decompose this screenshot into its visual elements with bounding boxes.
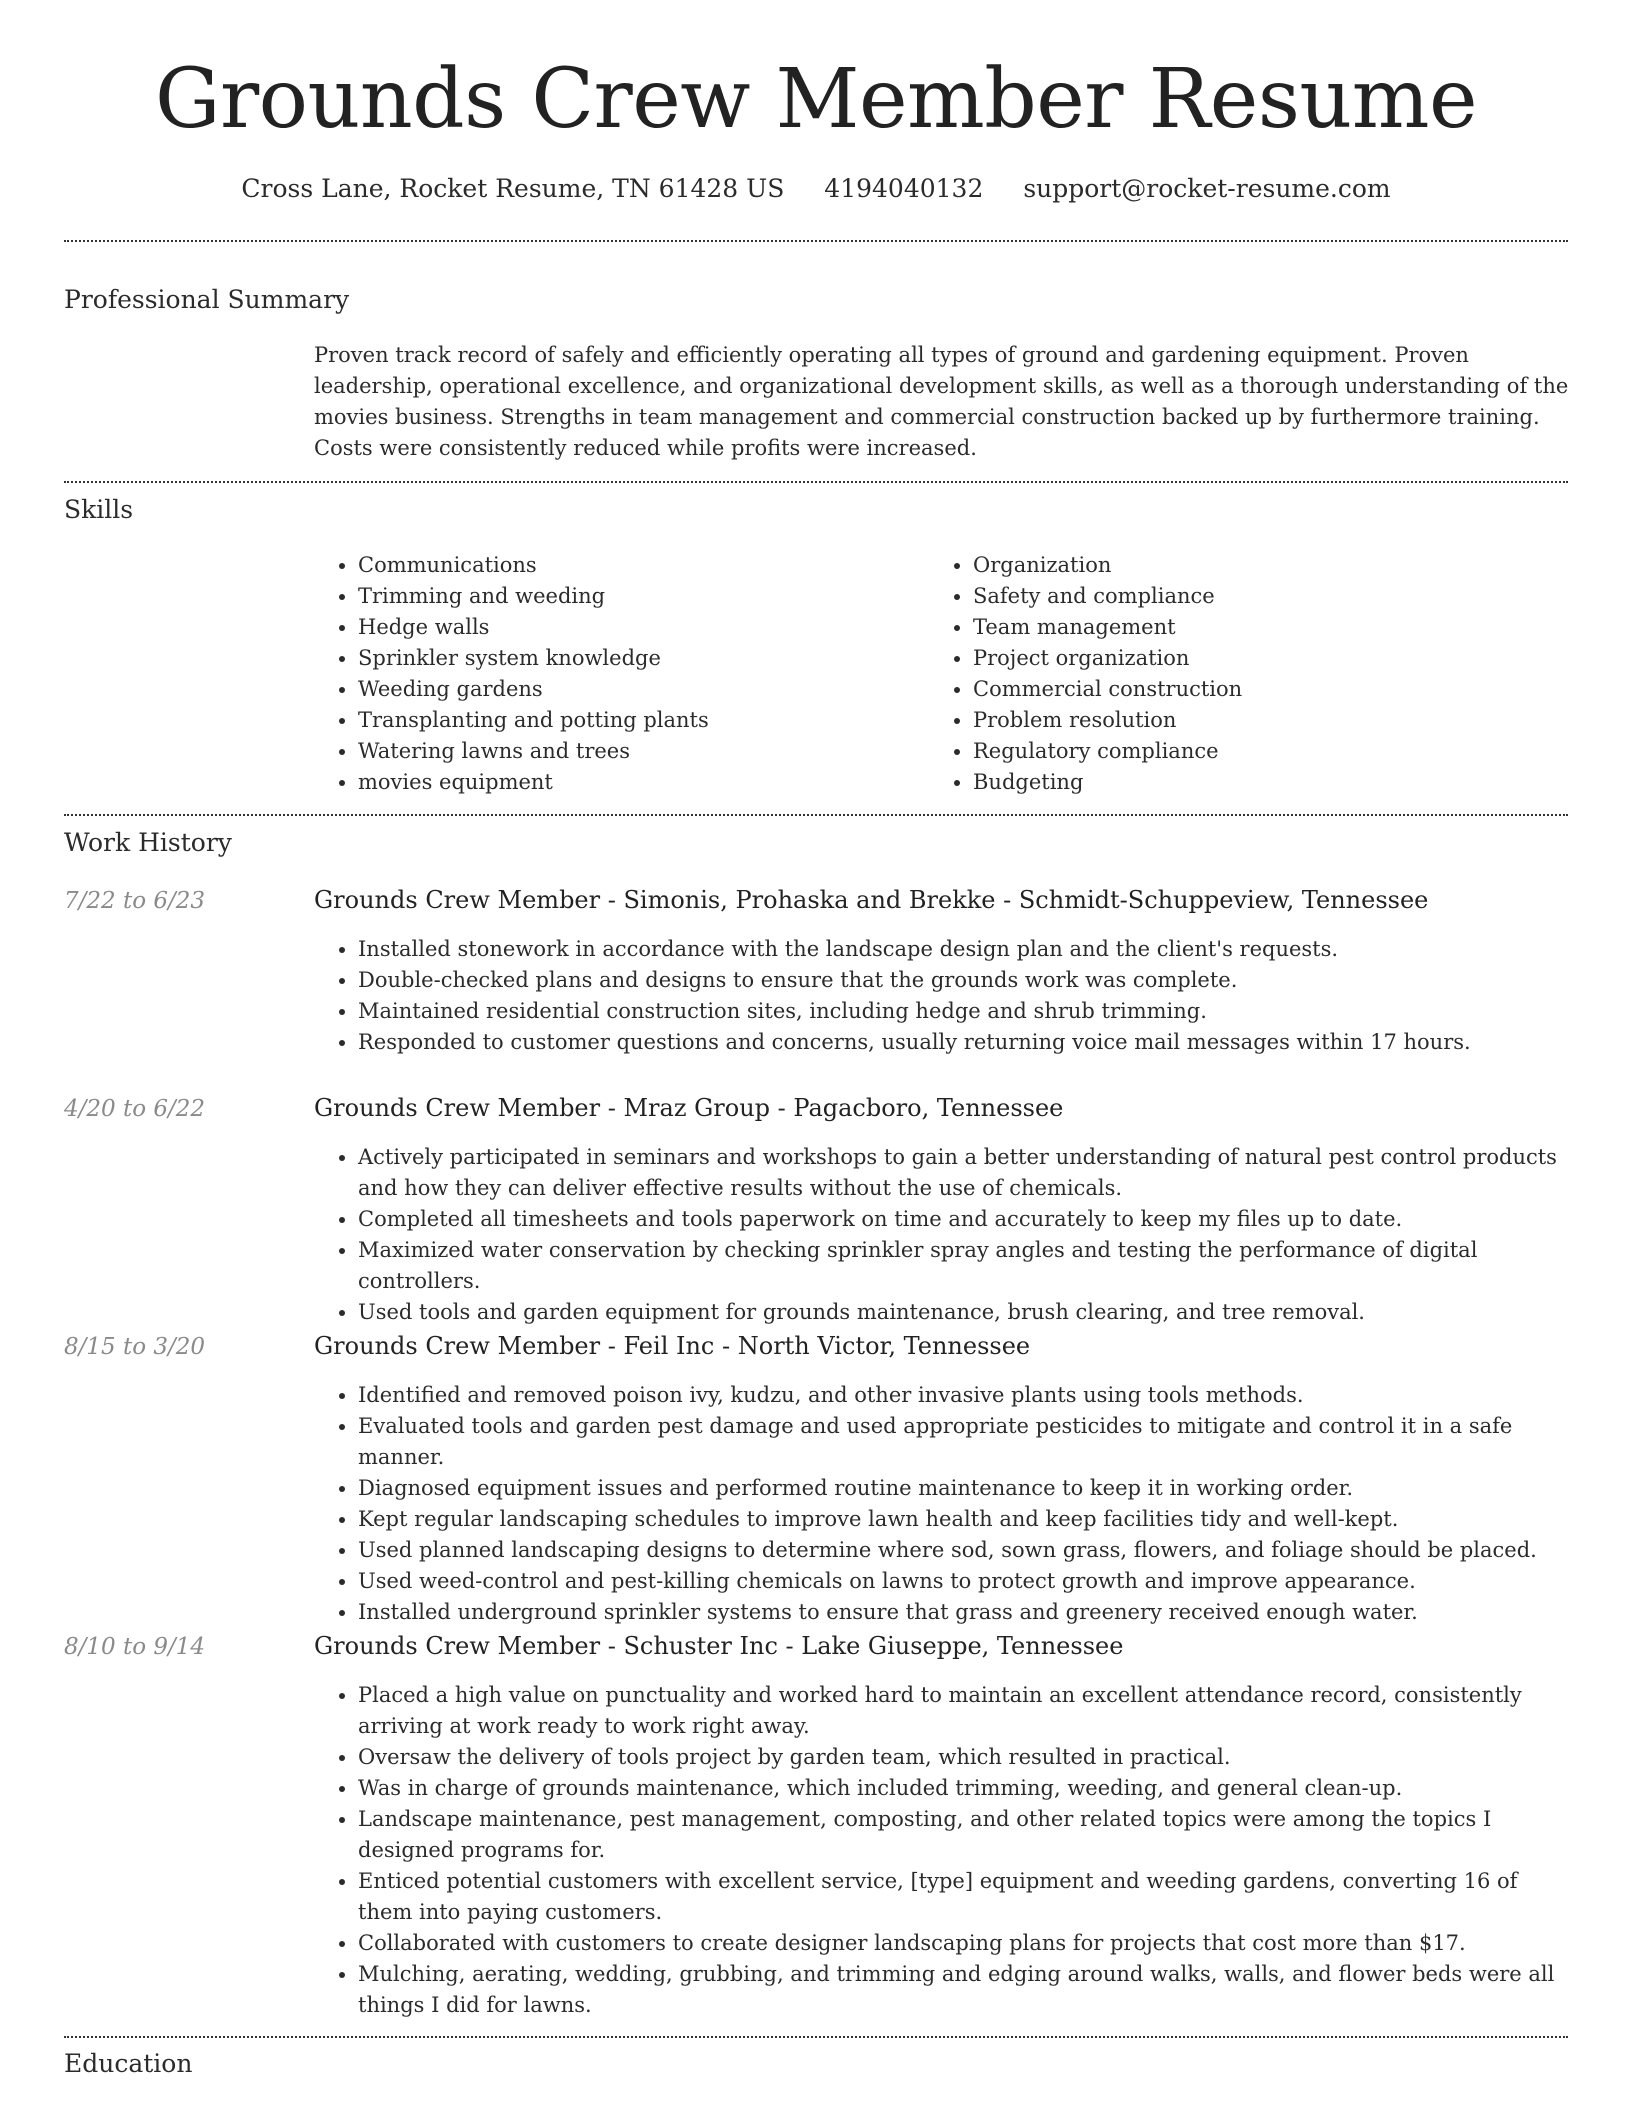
- section-title-summary: Professional Summary: [64, 285, 350, 314]
- skill-item: • Watering lawns and trees: [358, 736, 928, 767]
- divider: [64, 2036, 1568, 2038]
- job-bullet: • Placed a high value on punctuality and worked hard to maintain an excellent attendance record, consistently arriving at work ready to work right away.: [358, 1680, 1570, 1742]
- job-bullet: • Maximized water conservation by checking sprinkler spray angles and testing the performance of digital controllers.: [358, 1235, 1570, 1297]
- job-title: Grounds Crew Member - Simonis, Prohaska and Brekke - Schmidt-Schuppeview, Tennessee: [314, 886, 1429, 914]
- skill-item: • Team management: [973, 612, 1573, 643]
- job-title: Grounds Crew Member - Feil Inc - North Victor, Tennessee: [314, 1332, 1031, 1360]
- job-bullets: [314, 1142, 1570, 1328]
- summary-text: Proven track record of safely and efficiently operating all types of ground and gardening equipment. Proven leadership, operational excellence, and organizational development skills, as well as a thorough understanding of the movies business. Strengths in team management and commercial construction backed up by furthermore training. Costs were consistently reduced while profits were increased.: [314, 343, 1569, 460]
- skill-item: • Commercial construction: [973, 674, 1573, 705]
- skill-item: • Hedge walls: [358, 612, 928, 643]
- contact-address: Cross Lane, Rocket Resume, TN 61428 US: [241, 174, 785, 203]
- section-title-work: Work History: [64, 828, 232, 857]
- section-title-education: Education: [64, 2049, 193, 2078]
- job-bullet: • Was in charge of grounds maintenance, which included trimming, weeding, and general clean-up.: [358, 1773, 1570, 1804]
- contact-phone: 4194040132: [824, 174, 984, 203]
- job-title: Grounds Crew Member - Schuster Inc - Lake Giuseppe, Tennessee: [314, 1632, 1124, 1660]
- job-bullet: • Identified and removed poison ivy, kudzu, and other invasive plants using tools methods.: [358, 1380, 1570, 1411]
- job-title: Grounds Crew Member - Mraz Group - Pagacboro, Tennessee: [314, 1094, 1064, 1122]
- job-bullet: • Used planned landscaping designs to determine where sod, sown grass, flowers, and foliage should be placed.: [358, 1535, 1570, 1566]
- job-date: 8/15 to 3/20: [64, 1334, 206, 1360]
- job-bullets: [314, 934, 1570, 1058]
- job-bullet: • Installed stonework in accordance with the landscape design plan and the client's requests.: [358, 934, 1570, 965]
- job-bullet: • Mulching, aerating, wedding, grubbing, and trimming and edging around walks, walls, and flower beds were all things I did for lawns.: [358, 1959, 1570, 2021]
- skill-item: • Problem resolution: [973, 705, 1573, 736]
- skill-item: • movies equipment: [358, 767, 928, 798]
- skill-item: • Regulatory compliance: [973, 736, 1573, 767]
- job-bullet: • Landscape maintenance, pest management, composting, and other related topics were among the topics I designed programs for.: [358, 1804, 1570, 1866]
- job-bullet: • Maintained residential construction sites, including hedge and shrub trimming.: [358, 996, 1570, 1027]
- job-date: 4/20 to 6/22: [64, 1096, 206, 1122]
- job-bullet: • Used weed-control and pest-killing chemicals on lawns to protect growth and improve appearance.: [358, 1566, 1570, 1597]
- skill-item: • Transplanting and potting plants: [358, 705, 928, 736]
- contact-line: [0, 172, 1632, 206]
- resume-title: Grounds Crew Member Resume: [154, 52, 1478, 147]
- divider: [64, 814, 1568, 816]
- contact-email: support@rocket-resume.com: [1023, 174, 1391, 203]
- job-bullet: • Responded to customer questions and concerns, usually returning voice mail messages within 17 hours.: [358, 1027, 1570, 1058]
- job-bullet: • Double-checked plans and designs to ensure that the grounds work was complete.: [358, 965, 1570, 996]
- section-title-skills: Skills: [64, 495, 134, 524]
- job-bullet: • Evaluated tools and garden pest damage and used appropriate pesticides to mitigate and control it in a safe manner.: [358, 1411, 1570, 1473]
- job-date: 7/22 to 6/23: [64, 888, 206, 914]
- skills-list-right: [929, 550, 1573, 798]
- skill-item: • Trimming and weeding: [358, 581, 928, 612]
- job-bullet: • Oversaw the delivery of tools project by garden team, which resulted in practical.: [358, 1742, 1570, 1773]
- job-bullet: • Collaborated with customers to create designer landscaping plans for projects that cost more than $17.: [358, 1928, 1570, 1959]
- skill-item: • Sprinkler system knowledge: [358, 643, 928, 674]
- job-bullet: • Installed underground sprinkler systems to ensure that grass and greenery received enough water.: [358, 1597, 1570, 1628]
- skill-item: • Safety and compliance: [973, 581, 1573, 612]
- job-bullet: • Actively participated in seminars and workshops to gain a better understanding of natural pest control products and how they can deliver effective results without the use of chemicals.: [358, 1142, 1570, 1204]
- job-bullet: • Kept regular landscaping schedules to improve lawn health and keep facilities tidy and well-kept.: [358, 1504, 1570, 1535]
- skill-item: • Organization: [973, 550, 1573, 581]
- skill-item: • Project organization: [973, 643, 1573, 674]
- job-bullet: • Used tools and garden equipment for grounds maintenance, brush clearing, and tree removal.: [358, 1297, 1570, 1328]
- job-bullets: [314, 1680, 1570, 2021]
- job-bullets: [314, 1380, 1570, 1628]
- skills-list-left: [314, 550, 928, 798]
- skill-item: • Budgeting: [973, 767, 1573, 798]
- divider: [64, 240, 1568, 242]
- skill-item: • Communications: [358, 550, 928, 581]
- job-bullet: • Diagnosed equipment issues and performed routine maintenance to keep it in working order.: [358, 1473, 1570, 1504]
- job-bullet: • Completed all timesheets and tools paperwork on time and accurately to keep my files up to date.: [358, 1204, 1570, 1235]
- divider: [64, 481, 1568, 483]
- job-bullet: • Enticed potential customers with excellent service, [type] equipment and weeding gardens, converting 16 of them into paying customers.: [358, 1866, 1570, 1928]
- job-date: 8/10 to 9/14: [64, 1634, 206, 1660]
- skill-item: • Weeding gardens: [358, 674, 928, 705]
